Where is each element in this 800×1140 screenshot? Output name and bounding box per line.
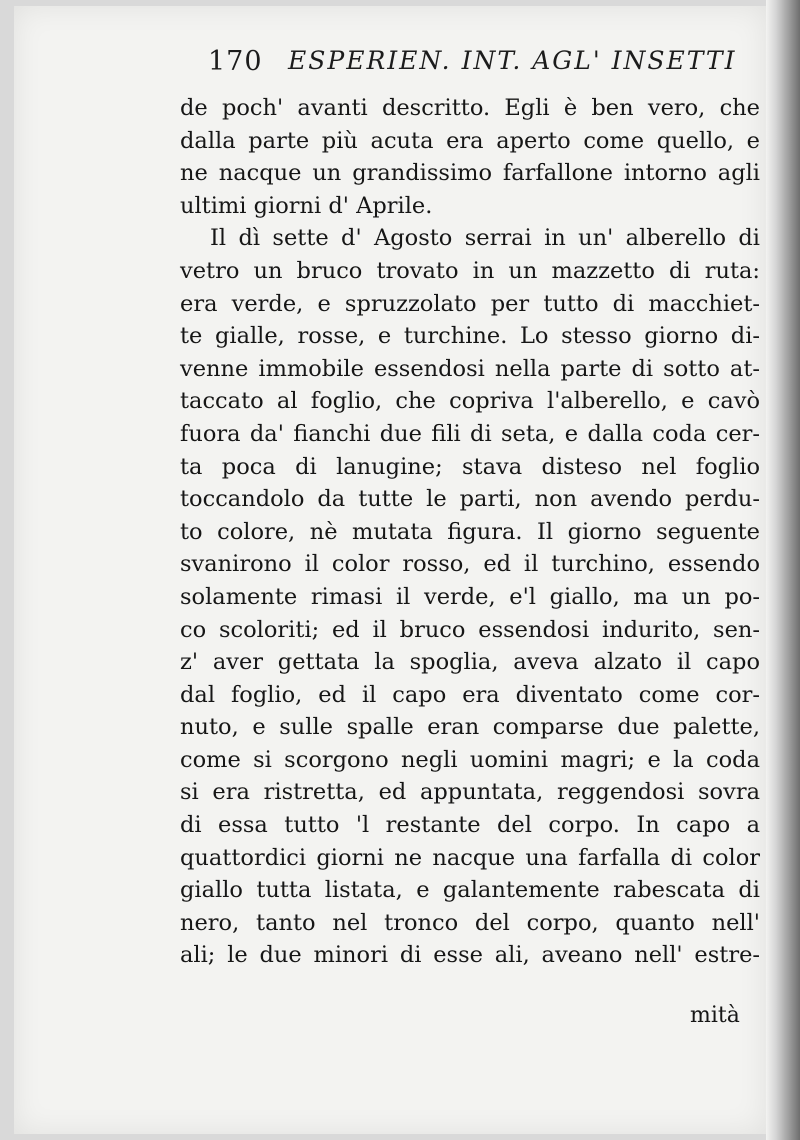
text-line: si era ristretta, ed appuntata, reggendosi sovra [180,779,760,806]
paragraph-start-line: Il dì sette d' Agosto serrai in un' alberello di [210,225,760,252]
text-line: svanirono il color rosso, ed il turchino, essendo [180,551,760,578]
text-line: vetro un bruco trovato in un mazzetto di ruta: [180,257,760,284]
catchword: mità [690,1003,740,1028]
text-line: ne nacque un grandissimo farfallone intorno agli [180,160,760,187]
text-line: quattordici giorni ne nacque una farfalla di color [180,844,760,871]
text-line: to colore, nè mutata figura. Il giorno seguente [180,518,760,545]
text-line: de poch' avanti descritto. Egli è ben vero, che [180,95,760,121]
text-line: nuto, e sulle spalle eran comparse due palette, [180,714,760,741]
text-line: co scoloriti; ed il bruco essendosi indurito, sen- [180,616,760,643]
page-edge-shadow [766,0,800,1140]
text-line: ultimi giorni d' Aprile. [180,192,433,219]
text-line: dal foglio, ed il capo era diventato come cor- [180,681,760,708]
text-line: fuora da' fianchi due fili di seta, e dalla coda cer- [180,420,760,447]
page-header [0,40,800,80]
text-line: taccato al foglio, che copriva l'alberello, e cavò [180,388,760,415]
text-line: nero, tanto nel tronco del corpo, quanto nell' [180,909,760,936]
running-title: ESPERIEN. INT. AGL' INSETTI [288,46,737,75]
body-text [180,92,760,972]
text-line: te gialle, rosse, e turchine. Lo stesso giorno di- [180,323,760,350]
text-line: di essa tutto 'l restante del corpo. In capo a [180,812,760,839]
text-line: solamente rimasi il verde, e'l giallo, ma un po- [180,583,760,610]
text-line: dalla parte più acuta era aperto come quello, e [180,127,760,154]
text-line: era verde, e spruzzolato per tutto di macchiet- [180,290,760,317]
text-line: ali; le due minori di esse ali, aveano nell' estre- [180,942,760,969]
text-line: giallo tutta listata, e galantemente rabescata di [180,877,760,904]
page-number: 170 [208,46,263,77]
text-line: ta poca di lanugine; stava disteso nel foglio [180,453,760,480]
text-line: come si scorgono negli uomini magri; e la coda [180,746,760,773]
text-line: z' aver gettata la spoglia, aveva alzato il capo [180,649,760,676]
text-line: venne immobile essendosi nella parte di sotto at- [180,355,760,382]
text-line: toccandolo da tutte le parti, non avendo perdu- [180,486,760,513]
